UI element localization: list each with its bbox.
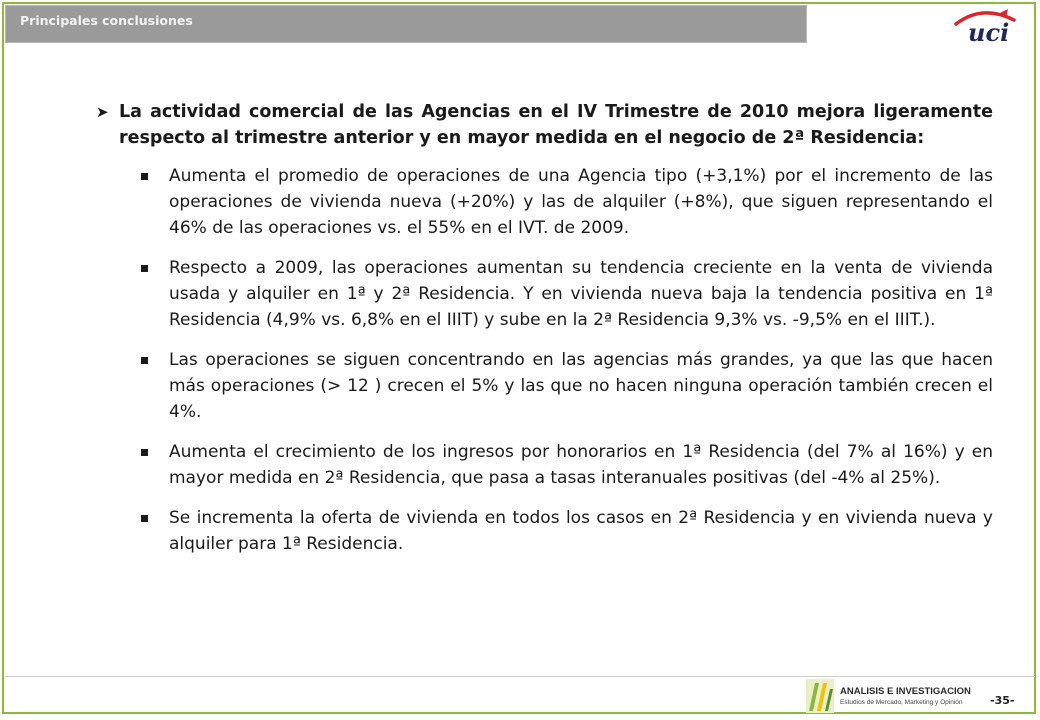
square-bullet-icon (141, 173, 148, 180)
arrow-bullet-icon: ➤ (96, 103, 109, 121)
bullet-text: Las operaciones se siguen concentrando en las agencias más grandes, ya que las que hacen más operaciones (> 12 ) crecen el 5% y las que no hacen ninguna operación también crecen el 4%. (169, 350, 993, 422)
square-bullet-icon (141, 357, 148, 364)
aei-mark-icon (806, 679, 834, 713)
bullet-text: Se incrementa la oferta de vivienda en todos los casos en 2ª Residencia y en vivienda nueva y alquiler para 1ª Residencia. (169, 508, 993, 554)
header-bar (5, 5, 807, 43)
lead-point (96, 99, 993, 151)
square-bullet-icon (141, 265, 148, 272)
bullet-text: Aumenta el crecimiento de los ingresos por honorarios en 1ª Residencia (del 7% al 16%) y en mayor medida en 2ª Residencia, que pasa a tasas interanuales positivas (del -4% al 25%). (169, 442, 993, 488)
uci-logo-text: uci (968, 18, 1010, 46)
page-number: -35- (990, 694, 1015, 707)
lead-text: La actividad comercial de las Agencias en el IV Trimestre de 2010 mejora ligeramente respecto al trimestre anterior y en mayor medida en el negocio de 2ª Residencia: (119, 102, 993, 148)
bullet-text: Aumenta el promedio de operaciones de una Agencia tipo (+3,1%) por el incremento de las operaciones de vivienda nueva (+20%) y las de alquiler (+8%), que siguen representando el 46% de las operaciones vs. el 55% en el IVT. de 2009. (169, 166, 993, 238)
square-bullet-icon (141, 515, 148, 522)
analisis-investigacion-logo (806, 679, 971, 713)
brand-name: ANALISIS E INVESTIGACION (840, 686, 971, 697)
list-item (96, 439, 993, 491)
brand-tagline: Estudios de Mercado, Marketing y Opinión (840, 699, 963, 706)
list-item (96, 163, 993, 241)
footer-divider (5, 676, 1035, 677)
bullet-text: Respecto a 2009, las operaciones aumentan su tendencia creciente en la venta de vivienda usada y alquiler en 1ª y 2ª Residencia. Y en vivienda nueva baja la tendencia positiva en 1ª Residencia (4,9% vs. 6,8% en el IIIT) y sube en la 2ª Residencia 9,3% vs. -9,5% en el IIIT.). (169, 258, 993, 330)
page-title: Principales conclusiones (20, 13, 193, 28)
list-item (96, 347, 993, 425)
bullet-list (96, 163, 993, 557)
list-item (96, 255, 993, 333)
uci-logo (948, 6, 1018, 46)
square-bullet-icon (141, 449, 148, 456)
list-item (96, 505, 993, 557)
main-content (96, 99, 993, 571)
